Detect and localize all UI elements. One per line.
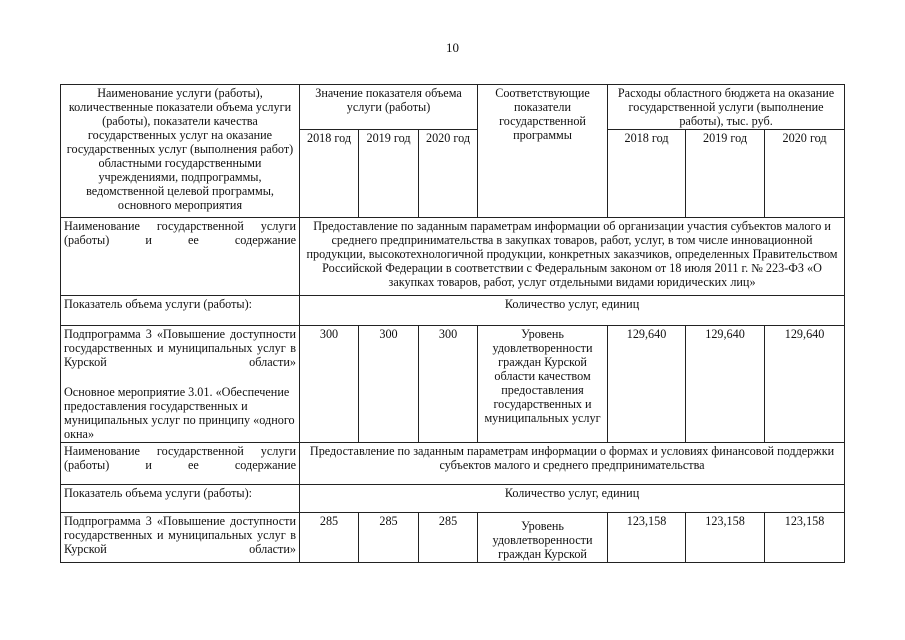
header-volume-column: Значение показателя объема услуги (работы) xyxy=(300,85,478,130)
expenses-2020: 123,158 xyxy=(765,512,845,562)
header-expenses-year-2018: 2018 год xyxy=(608,130,686,218)
header-expenses-year-2019: 2019 год xyxy=(686,130,765,218)
volume-2018: 300 xyxy=(300,326,359,443)
volume-2020: 285 xyxy=(419,512,478,562)
page-number: 10 xyxy=(446,40,459,55)
main-activity-name: Основное мероприятие 3.01. «Обеспечение предоставления государственных и муниципальных услуг по принципу «одного окна» xyxy=(61,384,300,443)
expenses-2019: 129,640 xyxy=(686,326,765,443)
volume-2020: 300 xyxy=(419,326,478,443)
volume-indicator-label: Показатель объема услуги (работы): xyxy=(61,296,300,326)
expenses-2018: 123,158 xyxy=(608,512,686,562)
header-indicators-column: Соответствующие показатели государственной программы xyxy=(478,85,608,218)
expenses-2019: 123,158 xyxy=(686,512,765,562)
header-expenses-column: Расходы областного бюджета на оказание государственной услуги (выполнение работы), тыс. руб. xyxy=(608,85,845,130)
subprogram-name: Подпрограмма 3 «Повышение доступности государственных и муниципальных услуг в Курской области» xyxy=(61,512,300,562)
volume-indicator-value: Количество услуг, единиц xyxy=(300,484,845,512)
header-volume-year-2019: 2019 год xyxy=(359,130,419,218)
header-service-column: Наименование услуги (работы), количественные показатели объема услуги (работы), показатели качества государственных услуг на оказание государственных услуг (выполнения работ) областными государственными учреждениями, подпрограммы, ведомственной целевой программы, основного мероприятия xyxy=(61,85,300,218)
expenses-2018: 129,640 xyxy=(608,326,686,443)
volume-indicator-label: Показатель объема услуги (работы): xyxy=(61,484,300,512)
volume-2019: 300 xyxy=(359,326,419,443)
service-name-label: Наименование государственной услуги (работы) и ее содержание xyxy=(61,218,300,296)
service-name-value: Предоставление по заданным параметрам информации об организации участия субъектов малого и среднего предпринимательства в закупках товаров, работ, услуг, в том числе инновационной продукции, высокотехнологичной продукции, конкретных заказчиков, определенных Правительством Российской Федерации в соответствии с Федеральным законом от 18 июля 2011 г. № 223-ФЗ «О закупках товаров, работ, услуг отдельными видами юридических лиц» xyxy=(300,218,845,296)
volume-indicator-value: Количество услуг, единиц xyxy=(300,296,845,326)
volume-2019: 285 xyxy=(359,512,419,562)
program-indicator: Уровень удовлетворенности граждан Курской xyxy=(478,512,608,562)
services-table xyxy=(60,84,845,563)
service-name-value: Предоставление по заданным параметрам информации о формах и условиях финансовой поддержки субъектов малого и среднего предпринимательства xyxy=(300,442,845,484)
header-expenses-year-2020: 2020 год xyxy=(765,130,845,218)
subprogram-name: Подпрограмма 3 «Повышение доступности государственных и муниципальных услуг в Курской области» xyxy=(61,326,300,384)
service-name-label: Наименование государственной услуги (работы) и ее содержание xyxy=(61,442,300,484)
expenses-2020: 129,640 xyxy=(765,326,845,443)
header-volume-year-2018: 2018 год xyxy=(300,130,359,218)
volume-2018: 285 xyxy=(300,512,359,562)
header-volume-year-2020: 2020 год xyxy=(419,130,478,218)
program-indicator: Уровень удовлетворенности граждан Курской области качеством предоставления государственных и муниципальных услуг xyxy=(478,326,608,443)
